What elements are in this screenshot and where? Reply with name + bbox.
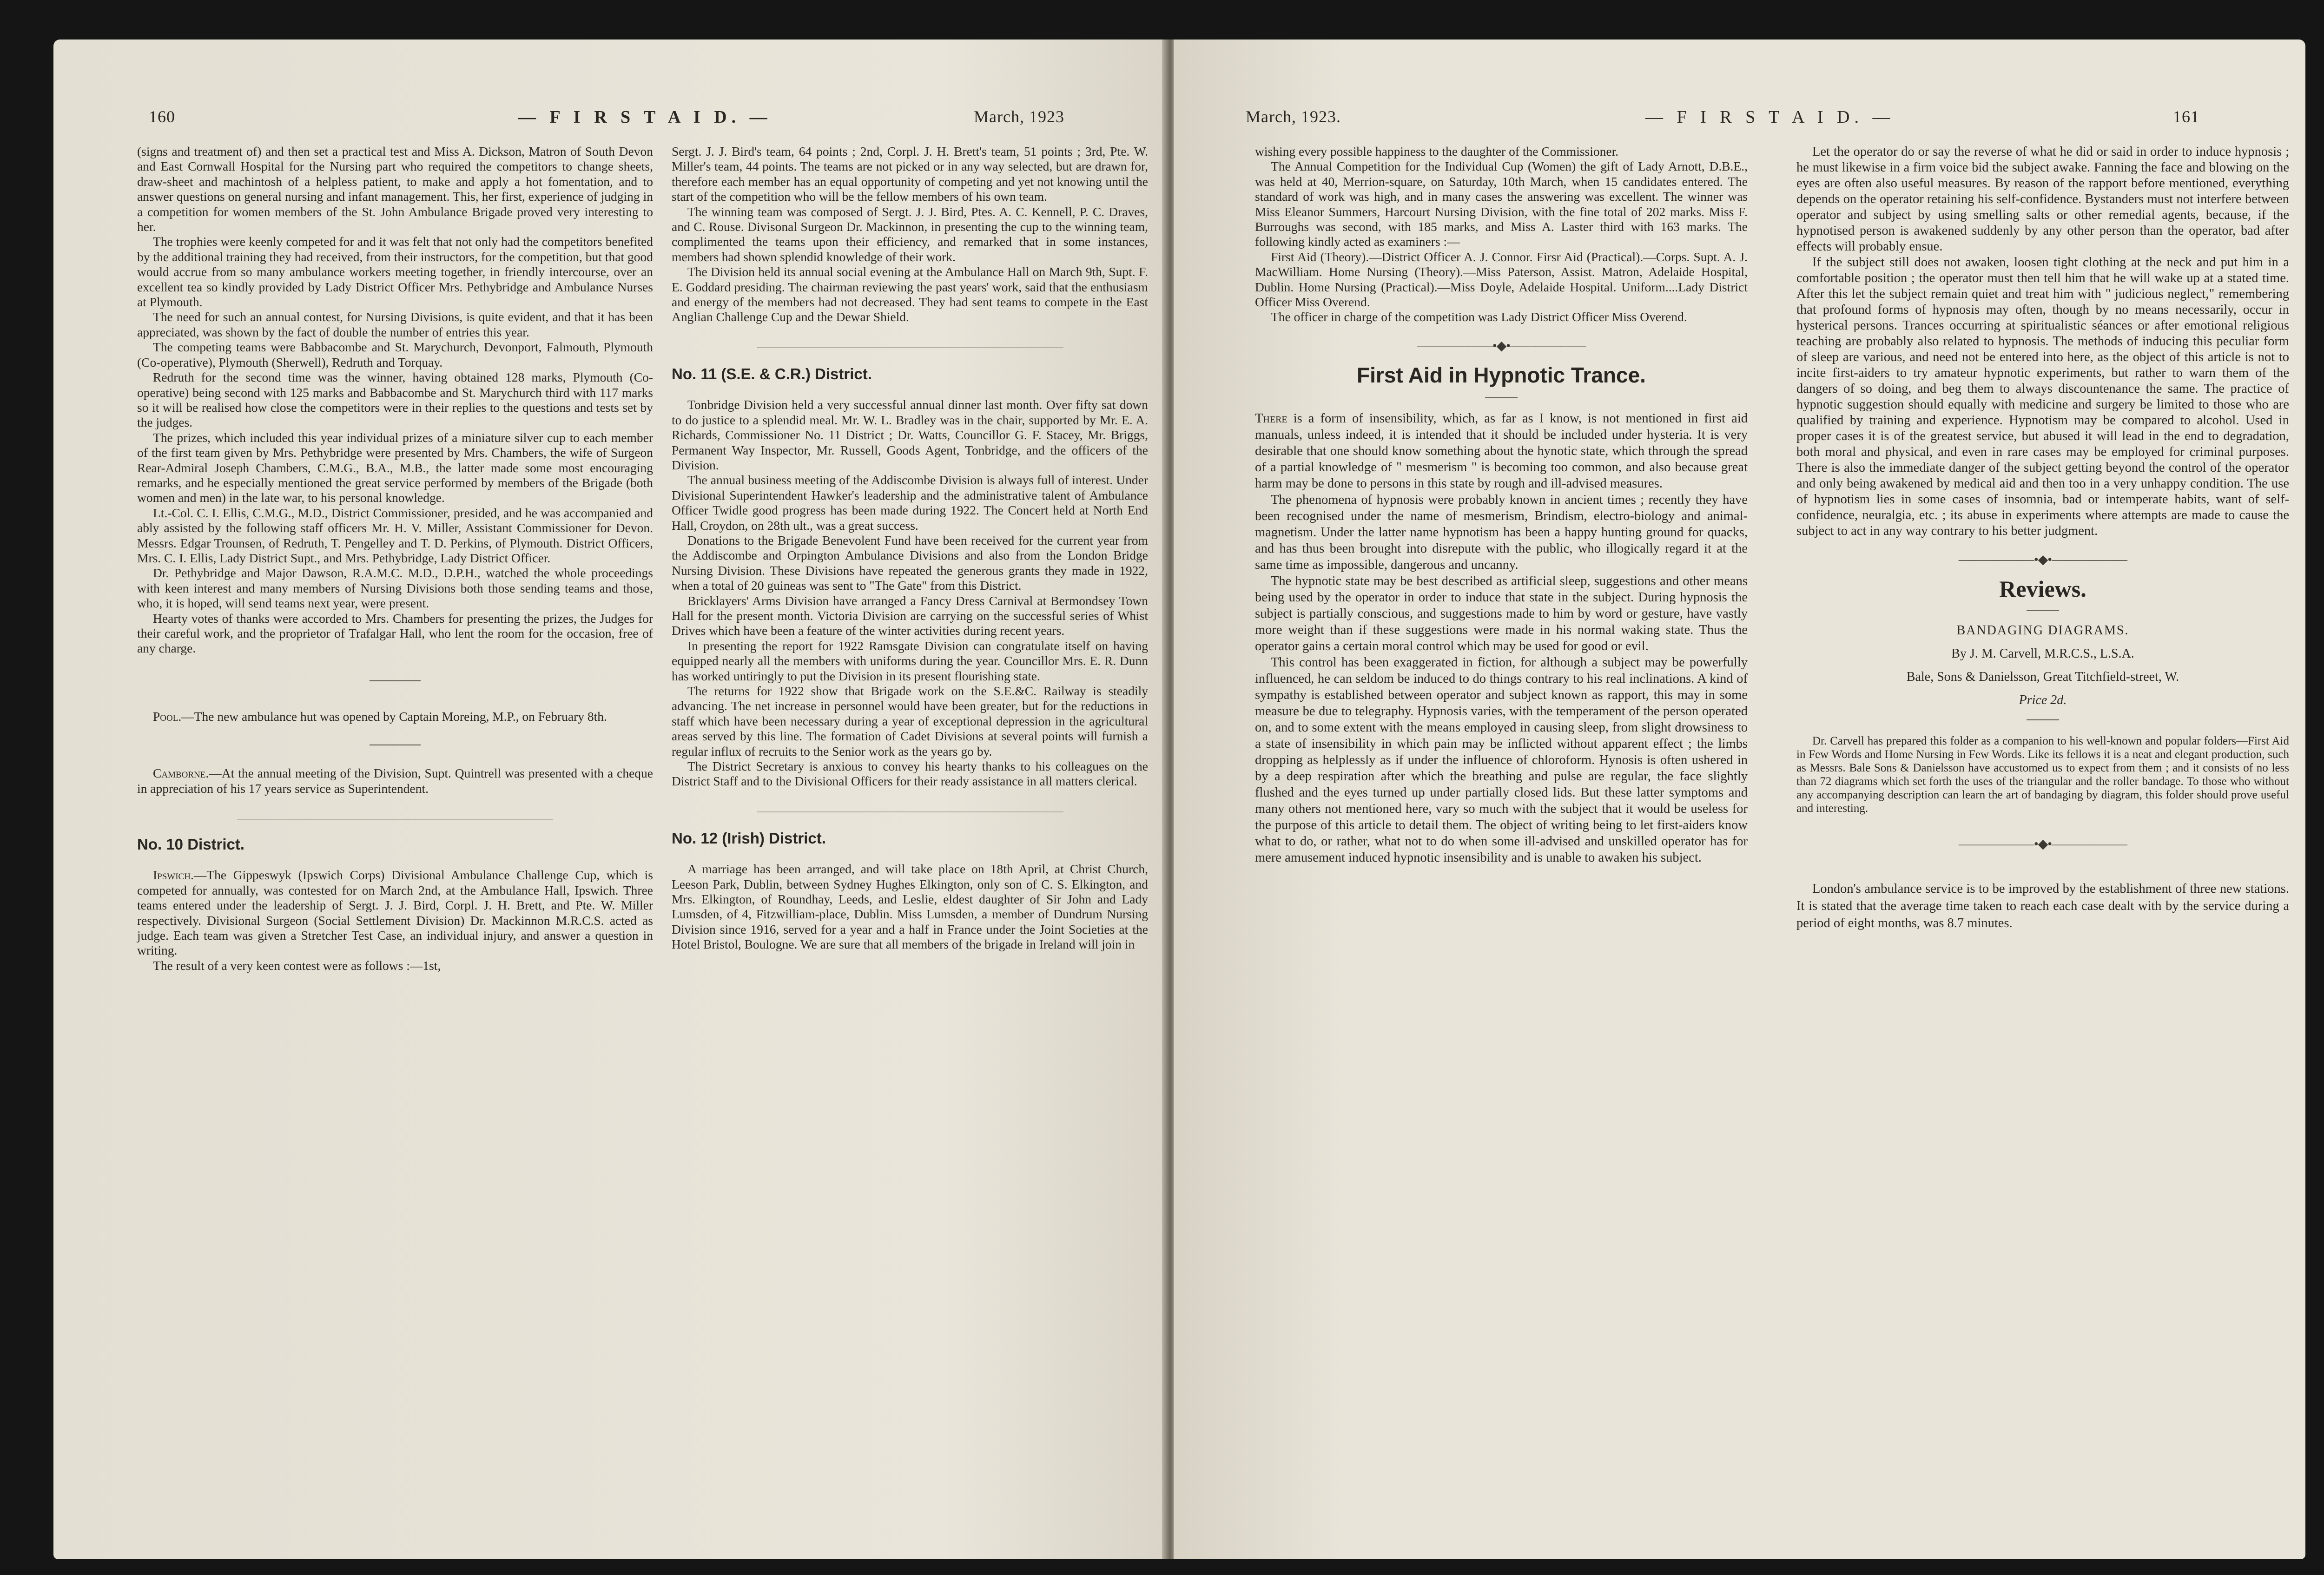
book-price: Price 2d.	[2019, 693, 2067, 707]
divider	[370, 680, 421, 681]
book-title: BANDAGING DIAGRAMS.	[1956, 623, 2129, 638]
paragraph: The hypnotic state may be best described as artificial sleep, suggestions and other means being used by the operator in order to induce that state in the subject. During hypnosis the subject is partially conscious, and suggestions made to him by word or gesture, have vastly more weight than if these suggestions were made in his normal waking state. Thus the operator gains a certain moral control which may be used for good or evil.	[1255, 573, 1748, 653]
paragraph: Let the operator do or say the reverse of what he did or said in order to induce hypnosis ; he must likewise in a firm voice bid the subject awake. Fanning the face and blowing on the eyes are often also useful measures. By reason of the rapport before mentioned, everything depends on the operator retaining his self-confidence. Bystanders must not interfere between operator and subject by using smelling salts or other remedial agents, because, if the hypnotised person is awakened suddenly by any other person than the operator, bad after effects will probably ensue.	[1796, 145, 2289, 254]
paragraph: In presenting the report for 1922 Ramsgate Division can congratulate itself on having equipped nearly all the members with uniforms during the year. Councillor Mrs. E. R. Dunn has worked untiringly to put the Division in its present flourishing state.	[672, 638, 1148, 683]
paragraph: First Aid (Theory).—District Officer A. J. Connor. Firsr Aid (Practical).—Corps. Supt. A. J. MacWilliam. Home Nursing (Theory).—Miss Paterson, Assist. Matron, Adelaide Hospital, Dublin. Home Nursing (Practical).—Miss Doyle, Adelaide Hospital. Uniform....Lady District Officer Miss Overend.	[1255, 249, 1748, 310]
paragraph: The annual business meeting of the Addiscombe Division is always full of interest. Under Divisional Superintendent Hawker's leadership and the administrative talent of Ambulance Officer Twidle good progress has been made during 1922. The Concert held at North End Hall, Croydon, on 28th ult., was a great success.	[672, 473, 1148, 533]
page-number: 161	[2173, 107, 2199, 126]
ornament-divider: ――――――•◆•――――――	[1958, 553, 2127, 567]
paragraph-text: is a form of insensibility, which, as far as I know, is not mentioned in first aid manuals, unless indeed, it is intended that it should be included under hysteria. It is very desirable that one should know something about the hynotic state, which through the spread of a partial knowledge of " mesmerism " is becoming too common, and also because great harm may be done to persons in this state by rough and ill-advised measures.	[1255, 411, 1748, 491]
paragraph: Tonbridge Division held a very successful annual dinner last month. Over fifty sat down to do justice to a splendid meal. Mr. W. L. Bradley was in the chair, supported by Mr. E. A. Richards, Commissioner No. 11 District ; Dr. Watts, Councillor G. F. Stacey, Mr. Briggs, Permanent Way Inspector, Mr. Russell, Goods Agent, Tonbridge, and the officers of the Division.	[672, 397, 1148, 472]
news-text: —The new ambulance hut was opened by Captain Moreing, M.P., on February 8th.	[181, 709, 607, 724]
divider	[757, 347, 1063, 348]
place-name: Camborne.	[153, 766, 209, 781]
paragraph: A marriage has been arranged, and will take place on 18th April, at Christ Church, Leeson Park, Dublin, between Sydney Hughes Elkington, only son of C. S. Elkington, and Mrs. Elkington, of Roundhay, Leeds, and Leslie, eldest daughter of Sir John and Lady Lumsden, of 4, Fitzwilliam-place, Dublin. Miss Lumsden, a member of Dundrum Nursing Division since 1916, served for a year and a half in France under the Joint Societies at the Hotel Bristol, Boulogne. We are sure that all members of the brigade in Ireland will join in	[672, 862, 1148, 952]
ornament-divider: ――――――•◆•――――――	[1417, 338, 1586, 353]
news-item-pool	[137, 709, 653, 724]
right-column-2	[1796, 144, 2289, 932]
paragraph: wishing every possible happiness to the daughter of the Commissioner.	[1255, 144, 1619, 158]
issue-date: March, 1923.	[1246, 107, 1341, 126]
news-text: —The Gippeswyk (Ipswich Corps) Divisional Ambulance Challenge Cup, which is competed for annually, was contested for on March 2nd, at the Ambulance Hall, Ipswich. Three teams entered under the leadership of Sergt. J. J. Bird, Corpl. J. H. Brett, and Pte. W. Miller respectively. Divisional Surgeon (Social Settlement Division) Dr. Mackinnon M.R.C.S. acted as judge. Each team was given a Stretcher Test Case, an individual injury, and answer a question in writing.	[137, 868, 653, 958]
divider	[237, 819, 553, 820]
right-column-1	[1255, 144, 1748, 866]
paragraph: The need for such an annual contest, for Nursing Divisions, is quite evident, and that it has been appreciated, was shown by the fact of double the number of entries this year.	[137, 310, 653, 339]
paragraph: If the subject still does not awaken, loosen tight clothing at the neck and put him in a comfortable position ; the operator must then tell him that he will wake up at a stated time. After this let the subject remain quiet and treat him with " judicious neglect," remembering that profound forms of hypnosis may often, though by no means necessarily, occur in hysterical persons. Trances occurring at spiritualistic séances or after emotional religious teaching are probably also related to hypnosis. The methods of inducing this peculiar form of sleep are various, and need not be entered into here, as the object of this article is not to incite first-aiders to try amateur hypnotic experiments, but rather to warn them of the dangers of so doing, and beg them to always discountenance the same. The practice of hypnotic suggestion should equally with medicine and surgery be limited to those who are qualified by training and experience. Hypnotism may be compared to alcohol. Used in proper cases it is of the greatest service, but abused it will lead in the end to degradation, both moral and physical, and even in rare cases may be employed for criminal purposes. There is also the immediate danger of the subject getting beyond the control of the operator and only being awakened by medical aid and then too in a very unhappy condition. The use of hypnotism lies in some cases of insomnia, bad or intemperate habits, want of self-confidence, neuralgia, etc. ; its abuse in experiments where attempts are made to cause the subject to act in any way contrary to his better judgment.	[1796, 255, 2289, 538]
paragraph: Redruth for the second time was the winner, having obtained 128 marks, Plymouth (Co-operative) being second with 125 marks and Babbacombe and St. Marychurch third with 117 marks so it will be realised how close the competitors were in their replies to the questions and tests set by the judges.	[137, 370, 653, 430]
paragraph: London's ambulance service is to be improved by the establishment of three new stations. It is stated that the average time taken to reach each case dealt with by the service during a period of eight months, was 8.7 minutes.	[1796, 882, 2289, 930]
left-column-1	[137, 144, 653, 973]
place-name: Ipswich.	[153, 868, 194, 883]
paragraph: The officer in charge of the competition was Lady District Officer Miss Overend.	[1271, 310, 1687, 324]
paragraph: Donations to the Brigade Benevolent Fund have been received for the current year from the Addiscombe and Orpington Ambulance Divisions and also from the London Bridge Nursing Division. These Divisions have repeated the generous grants they made in 1922, when a total of 20 guineas was sent to "The Gate" from this District.	[672, 533, 1148, 593]
section-title-district-11: No. 11 (S.E. & C.R.) District.	[672, 365, 872, 382]
running-title: — F I R S T A I D. —	[518, 107, 772, 127]
paragraph: The result of a very keen contest were as follows :—1st,	[153, 958, 441, 973]
paragraph: The trophies were keenly competed for and it was felt that not only had the competitors benefited by the additional training they had received, from their instructors, for the competition, but that good would accrue from so many ambulance workers meeting together, in friendly intercourse, over an excellent tea so kindly provided by Lady District Officer Mrs. Pethybridge and Ambulance Nurses at Plymouth.	[137, 234, 653, 310]
lead-word: There	[1255, 411, 1287, 426]
divider	[757, 811, 1063, 812]
running-title: — F I R S T A I D. —	[1645, 107, 1895, 127]
section-title-reviews: Reviews.	[1999, 576, 2086, 602]
paragraph: Dr. Pethybridge and Major Dawson, R.A.M.C. M.D., D.P.H., watched the whole proceedings with keen interest and many members of Nursing Divisions both those sending teams and those, who, it is hoped, will send teams next year, were present.	[137, 566, 653, 611]
section-title-district-10: No. 10 District.	[137, 836, 245, 853]
ornament-divider: ――――――•◆•――――――	[1958, 837, 2127, 851]
article-title: First Aid in Hypnotic Trance.	[1357, 362, 1646, 387]
news-item-ipswich	[137, 868, 653, 958]
paragraph: Sergt. J. J. Bird's team, 64 points ; 2nd, Corpl. J. H. Brett's team, 51 points ; 3rd, Pte. W. Miller's team, 44 points. The teams are not picked or in any way selected, but are drawn for, therefore each member has an equal opportunity of competing and yet not knowing until the start of the competition who will be the fellow members of his own team.	[672, 144, 1148, 204]
paragraph: The winning team was composed of Sergt. J. J. Bird, Ptes. A. C. Kennell, P. C. Draves, and C. Rouse. Divisonal Surgeon Dr. Mackinnon, in presenting the cup to the winning team, complimented the teams upon their efficiency, and remarked that in some instances, members had shown splendid knowledge of their work.	[672, 204, 1148, 264]
divider	[2027, 719, 2059, 720]
section-title-district-12: No. 12 (Irish) District.	[672, 829, 826, 847]
paragraph: The returns for 1922 show that Brigade work on the S.E.&C. Railway is steadily advancing. The net increase in personnel would have been greater, but for the reductions in staff which have been necessary during a year of exceptional depression in the agricultural areas served by this line. The formation of Cadet Divisions at several points will furnish a regular influx of recruits to the Senior work as the years go by.	[672, 684, 1148, 758]
page-number: 160	[149, 107, 175, 126]
paragraph: Hearty votes of thanks were accorded to Mrs. Chambers for presenting the prizes, the Judges for their careful work, and the proprietor of Trafalgar Hall, who lent the room for the occasion, free of any charge.	[137, 611, 653, 656]
place-name: Pool.	[153, 709, 182, 724]
paragraph: The phenomena of hypnosis were probably known in ancient times ; recently they have been recognised under the name of mesmerism, Brindism, electro-biology and animal-magnetism. Under the latter name hypnotism has been a happy hunting ground for quacks, and has thus been brought into disrepute with the public, who illogically regard it at the same time as impossible, dangerous and uncanny.	[1255, 492, 1748, 572]
left-column-2	[672, 144, 1148, 952]
book-author: By J. M. Carvell, M.R.C.S., L.S.A.	[1951, 646, 2134, 661]
paragraph: This control has been exaggerated in fiction, for although a subject may be powerfully influenced, he can seldom be induced to do things contrary to his real inclinations. A kind of sympathy is established between operator and subject known as rapport, this may in some measure be due to telegraphy. Hypnosis varies, with the temperament of the person operated on, and to some extent with the means employed in causing sleep, from slight drowsiness to a state of insensibility in which pain may be inflicted without apparent effect ; the limbs dropping as helplessly as if under the influence of chloroform. Hynosis is often ushered in by a deep respiration after which the breathing and pulse are regular, the face slightly flushed and the eyes turned up under partially closed lids. But these latter symptoms and many others not mentioned here, vary so much with the subject that it would be useless for the purpose of this article to detail them. The object of writing being to let first-aiders know what to do, or rather, what not to do when some ill-advised and unskilled operator has for mere amusement induced hypnotic insensibility and is unable to awaken his subject.	[1255, 655, 1748, 865]
left-page	[53, 40, 1167, 1559]
issue-date: March, 1923	[974, 107, 1064, 126]
divider	[1485, 397, 1518, 398]
paragraph: The Division held its annual social evening at the Ambulance Hall on March 9th, Supt. F. E. Goddard presiding. The chairman reviewing the past years' work, said that the enthusiasm and energy of the members had not decreased. They had sent teams to compete in the East Anglian Challenge Cup and the Dewar Shield.	[672, 264, 1148, 324]
paragraph: The prizes, which included this year individual prizes of a miniature silver cup to each member of the first team given by Mrs. Pethybridge were presented by Mrs. Chambers, the wife of Surgeon Rear-Admiral Joseph Chambers, C.M.G., B.A., M.B., the latter made some most encouraging remarks, and he especially mentioned the great service performed by members of the Brigade (both women and men) in the late war, to his personal knowledge.	[137, 430, 653, 505]
paragraph: The District Secretary is anxious to convey his hearty thanks to his colleagues on the District Staff and to the Divisional Officers for their ready assistance in all matters clerical.	[672, 759, 1148, 789]
paragraph: The Annual Competition for the Individual Cup (Women) the gift of Lady Arnott, D.B.E., was held at 40, Merrion-square, on Saturday, 10th March, when 15 candidates entered. The standard of work was high, and in many cases the answering was excellent. The winner was Miss Eleanor Summers, Harcourt Nursing Division, with the fine total of 202 marks. Miss F. Burroughs was second, with 185 marks, and Miss A. Laster third with 163 marks. The following kindly acted as examiners :—	[1255, 159, 1748, 249]
right-page	[1174, 40, 2305, 1559]
news-text: —At the annual meeting of the Division, Supt. Quintrell was presented with a cheque in appreciation of his 17 years service as Superintendent.	[137, 766, 653, 796]
paragraph: Bricklayers' Arms Division have arranged a Fancy Dress Carnival at Bermondsey Town Hall for the present month. Victoria Division are carrying on the successful series of Whist Drives which have been a feature of the winter activities during recent years.	[672, 593, 1148, 638]
paragraph: (signs and treatment of) and then set a practical test and Miss A. Dickson, Matron of South Devon and East Cornwall Hospital for the Nursing part who required the competitors to change sheets, draw-sheet and machintosh of a helpless patient, to make and apply a hot fomentation, and to answer questions on general nursing and infant management. This, her first, experience of judging in a competition for women members of the St. John Ambulance Brigade proved very interesting to her.	[137, 144, 653, 234]
paragraph	[1255, 410, 1748, 492]
paragraph: The competing teams were Babbacombe and St. Marychurch, Devonport, Falmouth, Plymouth (Co-operative), Plymouth (Sherwell), Redruth and Torquay.	[137, 340, 653, 369]
paragraph: Lt.-Col. C. I. Ellis, C.M.G., M.D., District Commissioner, presided, and he was accompanied and ably assisted by the following staff officers Mr. H. V. Miller, Assistant Commissioner for Devon. Messrs. Edgar Trounsen, of Redruth, T. Pengelley and T. D. Perkins, of Plymouth. District Officers, Mrs. C. I. Ellis, Lady District Supt., and Mrs. Pethybridge, Lady District Officer.	[137, 505, 653, 565]
divider	[2027, 610, 2059, 611]
book-publisher: Bale, Sons & Danielsson, Great Titchfield-street, W.	[1906, 670, 2179, 684]
review-text: Dr. Carvell has prepared this folder as a companion to his well-known and popular folders—First Aid in Few Words and Home Nursing in Few Words. Like its fellows it is a neat and elegant production, such as Messrs. Bale Sons & Danielsson have accustomed us to expect from them ; and it consists of no less than 72 diagrams which set forth the uses of the triangular and the roller bandage. To those who without any accompanying description can learn the art of bandaging by diagram, this folder should prove useful and interesting.	[1796, 735, 2289, 815]
news-item-camborne	[137, 766, 653, 796]
